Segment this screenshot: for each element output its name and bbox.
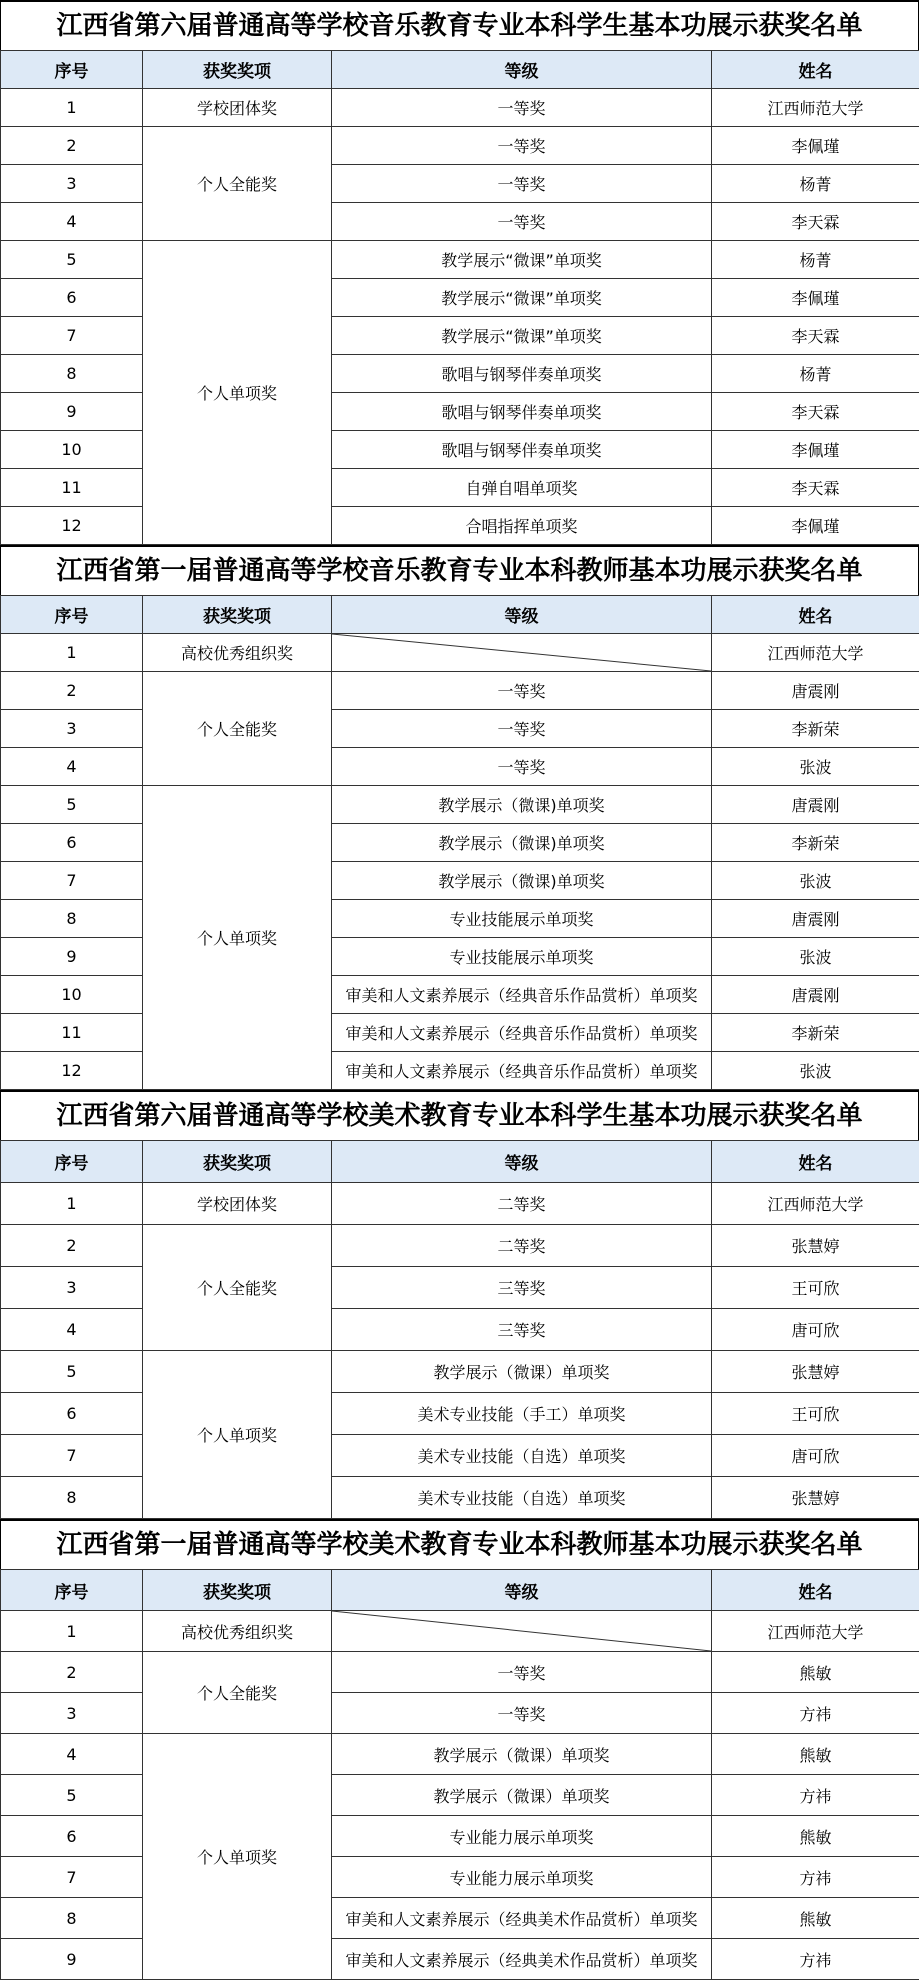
- winner-name: 张慧婷: [712, 1225, 919, 1267]
- winner-name: 李天霖: [712, 469, 919, 507]
- winner-name: 李新荣: [712, 710, 919, 748]
- row-number: 5: [1, 241, 143, 279]
- winner-name: 张慧婷: [712, 1477, 919, 1519]
- award-section: [0, 1519, 919, 1980]
- table-row: [1, 1816, 919, 1857]
- award-level: 审美和人文素养展示（经典音乐作品赏析）单项奖: [332, 1052, 712, 1090]
- winner-name: 熊敏: [712, 1816, 919, 1857]
- award-category: 个人单项奖: [143, 1734, 332, 1980]
- winner-name: 熊敏: [712, 1898, 919, 1939]
- table-row: [1, 1351, 919, 1393]
- empty-level-cell: [332, 1611, 712, 1652]
- row-number: 1: [1, 1183, 143, 1225]
- award-table: [0, 1140, 919, 1519]
- award-level: 美术专业技能（手工）单项奖: [332, 1393, 712, 1435]
- award-category: 高校优秀组织奖: [143, 1611, 332, 1652]
- winner-name: 杨菁: [712, 355, 919, 393]
- award-level: 教学展示（微课)单项奖: [332, 862, 712, 900]
- winner-name: 唐震刚: [712, 976, 919, 1014]
- winner-name: 唐可欣: [712, 1309, 919, 1351]
- row-number: 2: [1, 672, 143, 710]
- table-row: [1, 469, 919, 507]
- table-row: [1, 431, 919, 469]
- header-no: 序号: [1, 1141, 143, 1183]
- award-level: 教学展示（微课)单项奖: [332, 824, 712, 862]
- winner-name: 唐震刚: [712, 672, 919, 710]
- award-level: 歌唱与钢琴伴奏单项奖: [332, 355, 712, 393]
- table-row: [1, 1898, 919, 1939]
- winner-name: 李佩瑾: [712, 279, 919, 317]
- row-number: 9: [1, 1939, 143, 1980]
- winner-name: 方祎: [712, 1775, 919, 1816]
- table-row: [1, 1225, 919, 1267]
- winner-name: 李佩瑾: [712, 431, 919, 469]
- award-section: [0, 0, 919, 545]
- header-level: 等级: [332, 596, 712, 634]
- row-number: 3: [1, 1267, 143, 1309]
- table-row: [1, 748, 919, 786]
- row-number: 8: [1, 355, 143, 393]
- table-row: [1, 1477, 919, 1519]
- winner-name: 唐可欣: [712, 1435, 919, 1477]
- table-row: [1, 1693, 919, 1734]
- table-header-row: [1, 1141, 919, 1183]
- header-award: 获奖奖项: [143, 51, 332, 89]
- row-number: 12: [1, 507, 143, 545]
- row-number: 1: [1, 634, 143, 672]
- winner-name: 张波: [712, 862, 919, 900]
- winner-name: 王可欣: [712, 1267, 919, 1309]
- winner-name: 江西师范大学: [712, 89, 919, 127]
- row-number: 9: [1, 393, 143, 431]
- table-row: [1, 900, 919, 938]
- row-number: 6: [1, 1393, 143, 1435]
- award-level: 教学展示（微课）单项奖: [332, 1351, 712, 1393]
- table-row: [1, 1183, 919, 1225]
- award-category: 个人全能奖: [143, 672, 332, 786]
- award-level: 美术专业技能（自选）单项奖: [332, 1435, 712, 1477]
- row-number: 5: [1, 786, 143, 824]
- award-level: 一等奖: [332, 748, 712, 786]
- winner-name: 江西师范大学: [712, 634, 919, 672]
- row-number: 7: [1, 862, 143, 900]
- winner-name: 杨菁: [712, 165, 919, 203]
- header-level: 等级: [332, 51, 712, 89]
- award-category: 个人全能奖: [143, 1225, 332, 1351]
- award-level: 一等奖: [332, 1652, 712, 1693]
- award-level: 教学展示（微课)单项奖: [332, 786, 712, 824]
- header-award: 获奖奖项: [143, 1141, 332, 1183]
- table-row: [1, 1857, 919, 1898]
- header-award: 获奖奖项: [143, 596, 332, 634]
- winner-name: 方祎: [712, 1857, 919, 1898]
- award-level: 二等奖: [332, 1225, 712, 1267]
- winner-name: 张波: [712, 938, 919, 976]
- table-row: [1, 241, 919, 279]
- winner-name: 江西师范大学: [712, 1183, 919, 1225]
- table-row: [1, 355, 919, 393]
- award-level: 一等奖: [332, 1693, 712, 1734]
- award-level: 一等奖: [332, 672, 712, 710]
- award-level: 教学展示（微课）单项奖: [332, 1734, 712, 1775]
- table-row: [1, 1052, 919, 1090]
- award-category: 个人单项奖: [143, 241, 332, 545]
- row-number: 9: [1, 938, 143, 976]
- award-level: 审美和人文素养展示（经典美术作品赏析）单项奖: [332, 1939, 712, 1980]
- award-level: 专业技能展示单项奖: [332, 900, 712, 938]
- award-category: 学校团体奖: [143, 1183, 332, 1225]
- header-no: 序号: [1, 1570, 143, 1611]
- table-row: [1, 507, 919, 545]
- section-title: 江西省第一届普通高等学校美术教育专业本科教师基本功展示获奖名单: [0, 1519, 919, 1569]
- row-number: 2: [1, 1652, 143, 1693]
- row-number: 11: [1, 1014, 143, 1052]
- header-level: 等级: [332, 1570, 712, 1611]
- winner-name: 李天霖: [712, 393, 919, 431]
- row-number: 10: [1, 431, 143, 469]
- row-number: 4: [1, 1309, 143, 1351]
- table-row: [1, 1775, 919, 1816]
- row-number: 6: [1, 824, 143, 862]
- award-table: [0, 50, 919, 545]
- award-level: 专业能力展示单项奖: [332, 1816, 712, 1857]
- header-name: 姓名: [712, 1570, 919, 1611]
- award-level: 歌唱与钢琴伴奏单项奖: [332, 393, 712, 431]
- table-row: [1, 824, 919, 862]
- winner-name: 李佩瑾: [712, 507, 919, 545]
- table-header-row: [1, 596, 919, 634]
- row-number: 2: [1, 127, 143, 165]
- row-number: 8: [1, 900, 143, 938]
- award-level: 审美和人文素养展示（经典美术作品赏析）单项奖: [332, 1898, 712, 1939]
- award-level: 审美和人文素养展示（经典音乐作品赏析）单项奖: [332, 1014, 712, 1052]
- award-section: [0, 545, 919, 1090]
- award-category: 学校团体奖: [143, 89, 332, 127]
- table-row: [1, 279, 919, 317]
- row-number: 6: [1, 279, 143, 317]
- row-number: 10: [1, 976, 143, 1014]
- table-header-row: [1, 1570, 919, 1611]
- table-row: [1, 672, 919, 710]
- table-row: [1, 1393, 919, 1435]
- row-number: 2: [1, 1225, 143, 1267]
- table-row: [1, 1652, 919, 1693]
- header-name: 姓名: [712, 596, 919, 634]
- winner-name: 李新荣: [712, 1014, 919, 1052]
- row-number: 3: [1, 165, 143, 203]
- table-row: [1, 862, 919, 900]
- table-row: [1, 393, 919, 431]
- row-number: 8: [1, 1898, 143, 1939]
- table-row: [1, 1267, 919, 1309]
- award-level: 三等奖: [332, 1267, 712, 1309]
- table-row: [1, 1611, 919, 1652]
- row-number: 7: [1, 1857, 143, 1898]
- winner-name: 杨菁: [712, 241, 919, 279]
- row-number: 4: [1, 203, 143, 241]
- award-level: 自弹自唱单项奖: [332, 469, 712, 507]
- header-name: 姓名: [712, 51, 919, 89]
- award-level: 教学展示“微课”单项奖: [332, 279, 712, 317]
- winner-name: 李佩瑾: [712, 127, 919, 165]
- table-header-row: [1, 51, 919, 89]
- table-row: [1, 1734, 919, 1775]
- section-title: 江西省第六届普通高等学校音乐教育专业本科学生基本功展示获奖名单: [0, 0, 919, 50]
- section-title: 江西省第一届普通高等学校音乐教育专业本科教师基本功展示获奖名单: [0, 545, 919, 595]
- winner-name: 江西师范大学: [712, 1611, 919, 1652]
- row-number: 5: [1, 1775, 143, 1816]
- header-level: 等级: [332, 1141, 712, 1183]
- award-level: 教学展示“微课”单项奖: [332, 241, 712, 279]
- table-row: [1, 786, 919, 824]
- winner-name: 熊敏: [712, 1734, 919, 1775]
- row-number: 8: [1, 1477, 143, 1519]
- winner-name: 唐震刚: [712, 900, 919, 938]
- award-level: 二等奖: [332, 1183, 712, 1225]
- award-level: 一等奖: [332, 89, 712, 127]
- row-number: 11: [1, 469, 143, 507]
- winner-name: 李天霖: [712, 203, 919, 241]
- award-level: 一等奖: [332, 203, 712, 241]
- winner-name: 张波: [712, 1052, 919, 1090]
- winner-name: 李天霖: [712, 317, 919, 355]
- table-row: [1, 317, 919, 355]
- winner-name: 方祎: [712, 1693, 919, 1734]
- row-number: 7: [1, 317, 143, 355]
- award-table: [0, 595, 919, 1090]
- table-row: [1, 1309, 919, 1351]
- diagonal-slash: [332, 634, 711, 671]
- table-row: [1, 710, 919, 748]
- winner-name: 张慧婷: [712, 1351, 919, 1393]
- award-level: 专业技能展示单项奖: [332, 938, 712, 976]
- row-number: 4: [1, 748, 143, 786]
- table-row: [1, 203, 919, 241]
- table-row: [1, 1435, 919, 1477]
- award-level: 一等奖: [332, 127, 712, 165]
- award-level: 审美和人文素养展示（经典音乐作品赏析）单项奖: [332, 976, 712, 1014]
- row-number: 6: [1, 1816, 143, 1857]
- section-title: 江西省第六届普通高等学校美术教育专业本科学生基本功展示获奖名单: [0, 1090, 919, 1140]
- header-no: 序号: [1, 51, 143, 89]
- table-row: [1, 1939, 919, 1980]
- header-award: 获奖奖项: [143, 1570, 332, 1611]
- award-level: 专业能力展示单项奖: [332, 1857, 712, 1898]
- award-category: 个人全能奖: [143, 1652, 332, 1734]
- winner-name: 王可欣: [712, 1393, 919, 1435]
- award-level: 歌唱与钢琴伴奏单项奖: [332, 431, 712, 469]
- header-name: 姓名: [712, 1141, 919, 1183]
- award-level: 合唱指挥单项奖: [332, 507, 712, 545]
- row-number: 1: [1, 89, 143, 127]
- row-number: 3: [1, 1693, 143, 1734]
- winner-name: 熊敏: [712, 1652, 919, 1693]
- award-level: 一等奖: [332, 710, 712, 748]
- row-number: 1: [1, 1611, 143, 1652]
- award-category: 个人单项奖: [143, 1351, 332, 1519]
- row-number: 5: [1, 1351, 143, 1393]
- table-row: [1, 165, 919, 203]
- award-table: [0, 1569, 919, 1980]
- diagonal-slash: [332, 1611, 711, 1651]
- award-section: [0, 1090, 919, 1519]
- award-level: 一等奖: [332, 165, 712, 203]
- award-category: 高校优秀组织奖: [143, 634, 332, 672]
- empty-level-cell: [332, 634, 712, 672]
- award-level: 三等奖: [332, 1309, 712, 1351]
- winner-name: 方祎: [712, 1939, 919, 1980]
- table-row: [1, 127, 919, 165]
- table-row: [1, 89, 919, 127]
- winner-name: 张波: [712, 748, 919, 786]
- table-row: [1, 1014, 919, 1052]
- award-level: 教学展示“微课”单项奖: [332, 317, 712, 355]
- table-row: [1, 976, 919, 1014]
- winner-name: 唐震刚: [712, 786, 919, 824]
- header-no: 序号: [1, 596, 143, 634]
- row-number: 12: [1, 1052, 143, 1090]
- table-row: [1, 634, 919, 672]
- award-level: 美术专业技能（自选）单项奖: [332, 1477, 712, 1519]
- row-number: 3: [1, 710, 143, 748]
- award-level: 教学展示（微课）单项奖: [332, 1775, 712, 1816]
- award-category: 个人全能奖: [143, 127, 332, 241]
- table-row: [1, 938, 919, 976]
- winner-name: 李新荣: [712, 824, 919, 862]
- row-number: 7: [1, 1435, 143, 1477]
- award-category: 个人单项奖: [143, 786, 332, 1090]
- row-number: 4: [1, 1734, 143, 1775]
